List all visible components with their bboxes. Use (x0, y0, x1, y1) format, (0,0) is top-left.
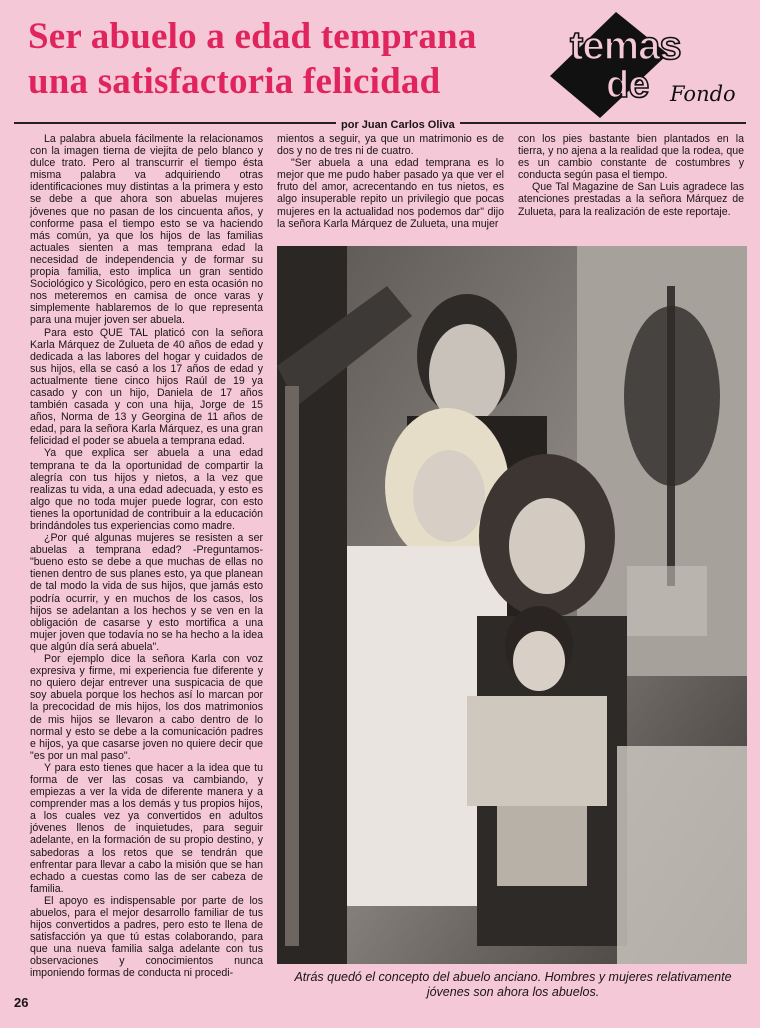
section-logo-word-fondo: Fondo (670, 82, 736, 106)
paragraph: Para esto QUE TAL platicó con la señora Karla Márquez de Zulueta de 40 años de edad y dedicada a las labores del hogar y cuidados de sus hijos, ella se casó a los 17 años de edad y actualmente tiene cinco hijos Raúl de 19 ya casado y con un hijo, Daniela de 17 años también casada y con una hija, Jorge de 15 años, Norma de 13 y Georgina de 11 años de edad, para la señora Karla Márquez, es una gran felicidad el poder se abuela a temprana edad. (30, 326, 263, 448)
paragraph-continued: mientos a seguir, ya que un matrimonio es de dos y no de tres ni de cuatro. (277, 133, 504, 158)
paragraph: El apoyo es indispensable por parte de los abuelos, para el mejor desarrollo familiar de tus hijos convertidos a padres, pero esto te llena de satisfacción ya que tú estas colaborando, para que una nueva familia salga adelante con tus observaciones y conocimientos nunca imponiendo formas de conducta ni procedi- (30, 894, 263, 980)
paragraph: ¿Por qué algunas mujeres se resisten a ser abuelas a temprana edad? -Preguntamos- "bueno esto se debe a que muchas de ellas no tienen dentro de sus planes esto, ya que planean de tal modo la vida de sus hijos, que jamás esto podría ocurrir, y en muchos de los casos, los hijos se adelantan a los hechos y se ven en la obligación de casarse y esto mortifica a una mujer joven que todavía no se ha hecho a la idea que algún día será abuela". (30, 532, 263, 653)
photo-caption: Atrás quedó el concepto del abuelo anciano. Hombres y mujeres relativamente jóvenes son ahora los abuelos. (294, 970, 732, 999)
family-photo (277, 246, 747, 964)
article-title (28, 14, 548, 104)
text-column-2 (277, 133, 504, 230)
paragraph: Que Tal Magazine de San Luis agradece las atenciones prestadas a la señora Márquez de Zulueta, para la realización de este reportaje. (518, 181, 744, 218)
paragraph: Ya que explica ser abuela a una edad temprana te da la oportunidad de compartir la alegría con tus hijos y nietos, a la vez que realizas tu vida, a una edad adecuada, y esto es algo que no toda mujer puede lograr, con esto tienes la oportunidad de contribuir a la educación brindándoles tus experiencias como madre. (30, 447, 263, 532)
section-logo-word-temas: temas (570, 24, 681, 68)
paragraph-continued: con los pies bastante bien plantados en la tierra, y no ajena a la realidad que la rodea, que es un cambio constante de costumbres y conducta según pasa el tiempo. (518, 133, 744, 182)
text-column-3 (518, 133, 744, 218)
family-photo-illustration (277, 246, 747, 964)
paragraph: La palabra abuela fácilmente la relacionamos con la imagen tierna de viejita de pelo blanco y dulce trato. Pero al transcurrir el tiempo ésta misma palabra va adquiriendo otras identificaciones muy distintas a la primera y esto se debe a que ahora son abuelas mujeres jóvenes que no pasan de los cincuenta años, y conforme pasa el tiempo esto se va haciendo más común, ya que los hijos de las familias actuales sienten a mas temprana edad la necesidad de independencia y de formar su propia familia, esto implica un gran sentido Sociológico y Sicológico, pero en esta ocasión no nos meteremos en camisa de once varas y simplemente hablaremos de lo que representa para una mujer joven ser abuela. (30, 133, 263, 327)
title-line-2: una satisfactoria felicidad (28, 61, 441, 102)
paragraph: Por ejemplo dice la señora Karla con voz expresiva y firme, mi experiencia fue diferente y no quiero dejar entrever una suspicacia de que soy abuela porque los hechos así lo marcan por la precocidad de mis hijos, los dos matrimonios de mis hijos se llevaron a cabo dentro de lo normal y esto se debe a la comunicación padres e hijos, ya que casarse joven no quiere decir que "es por un mal paso". (30, 653, 263, 762)
text-column-1 (30, 133, 263, 980)
section-logo-word-de: de (606, 64, 649, 106)
title-line-1: Ser abuelo a edad temprana (28, 16, 477, 57)
paragraph: Y para esto tienes que hacer a la idea que tu forma de ver las cosas va cambiando, y empiezas a ver la vida de diferente manera y a comprender mas a los demás y tus propios hijos, a los cuales vez ya convertidos en adultos jóvenes llenos de inquietudes, para seguir adelante, en la formación de su propio destino, y sabedoras a los retos que se tendrán que enfrentar para llevar a cabo la misión que se han echado a cuestas como las de ser cabeza de familia. (30, 761, 263, 895)
byline: por Juan Carlos Oliva (336, 119, 460, 131)
paragraph: "Ser abuela a una edad temprana es lo mejor que me pudo haber pasado ya que ver el fruto del amor, acrecentando en tus nietos, es algo insuperable repito un privilegio que pocas mujeres en la actualidad nos podemos dar" dijo la señora Karla Márquez de Zulueta, una mujer (277, 157, 504, 230)
page-number: 26 (14, 995, 29, 1010)
